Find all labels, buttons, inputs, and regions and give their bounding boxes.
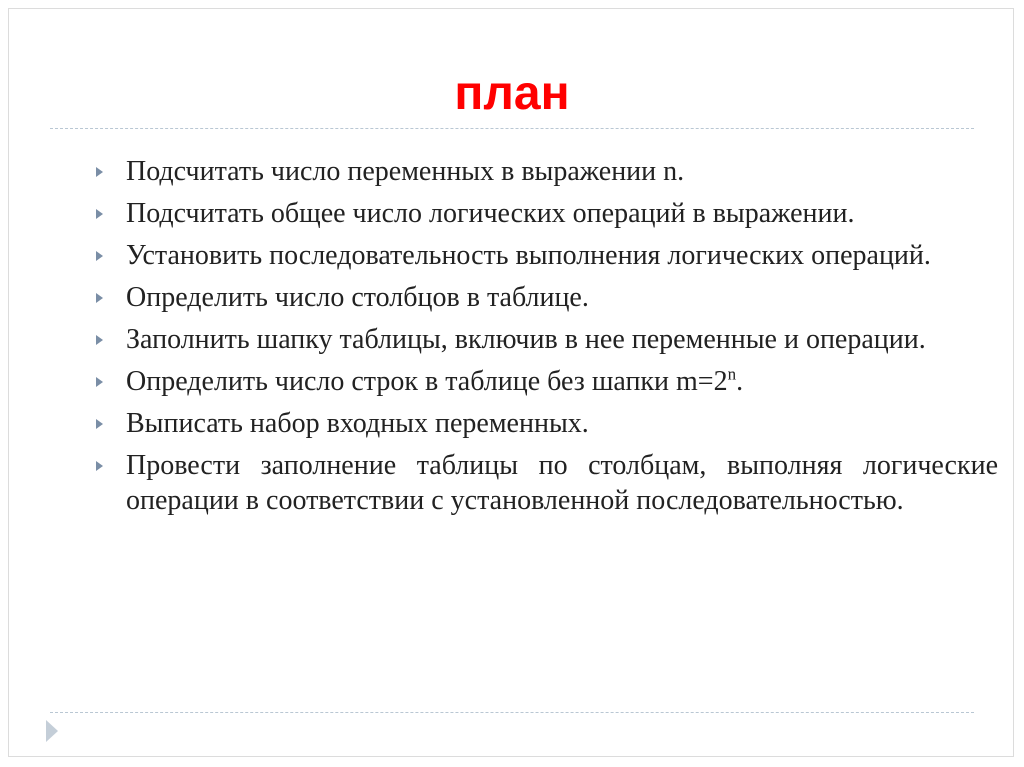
list-item-text: Определить число строк в таблице без шапки m=2 [126,366,728,397]
bullet-triangle-icon [96,461,103,471]
list-item [96,280,998,315]
list-item-text: Определить число столбцов в таблице. [126,282,589,313]
exponent: n [727,364,737,384]
bullet-triangle-icon [96,251,103,261]
bullet-triangle-icon [96,335,103,345]
list-item-text: Выписать набор входных переменных. [126,408,589,439]
list-item [96,322,998,357]
list-item [96,196,998,231]
slide-title: план [454,67,570,120]
list-item-text-end: . [736,366,744,397]
list-item-text: Установить последовательность выполнения логических операций. [126,240,931,271]
list-item [96,364,998,399]
list-item-text: Провести заполнение таблицы по столбцам, выполняя логические операции в соответствии с установленной последовательностью. [126,450,998,516]
list-item-text: Заполнить шапку таблицы, включив в нее переменные и операции. [126,324,926,355]
bullet-list [96,154,998,525]
bottom-divider [50,712,974,713]
corner-triangle-icon [46,720,58,742]
bullet-triangle-icon [96,209,103,219]
list-item-text: Подсчитать число переменных в выражении n. [126,156,685,187]
list-item [96,238,998,273]
bullet-triangle-icon [96,377,103,387]
list-item [96,154,998,189]
top-divider [50,128,974,129]
bullet-triangle-icon [96,419,103,429]
list-item [96,448,998,518]
bullet-triangle-icon [96,167,103,177]
list-item-text: Подсчитать общее число логических операций в выражении. [126,198,855,229]
list-item [96,406,998,441]
bullet-triangle-icon [96,293,103,303]
